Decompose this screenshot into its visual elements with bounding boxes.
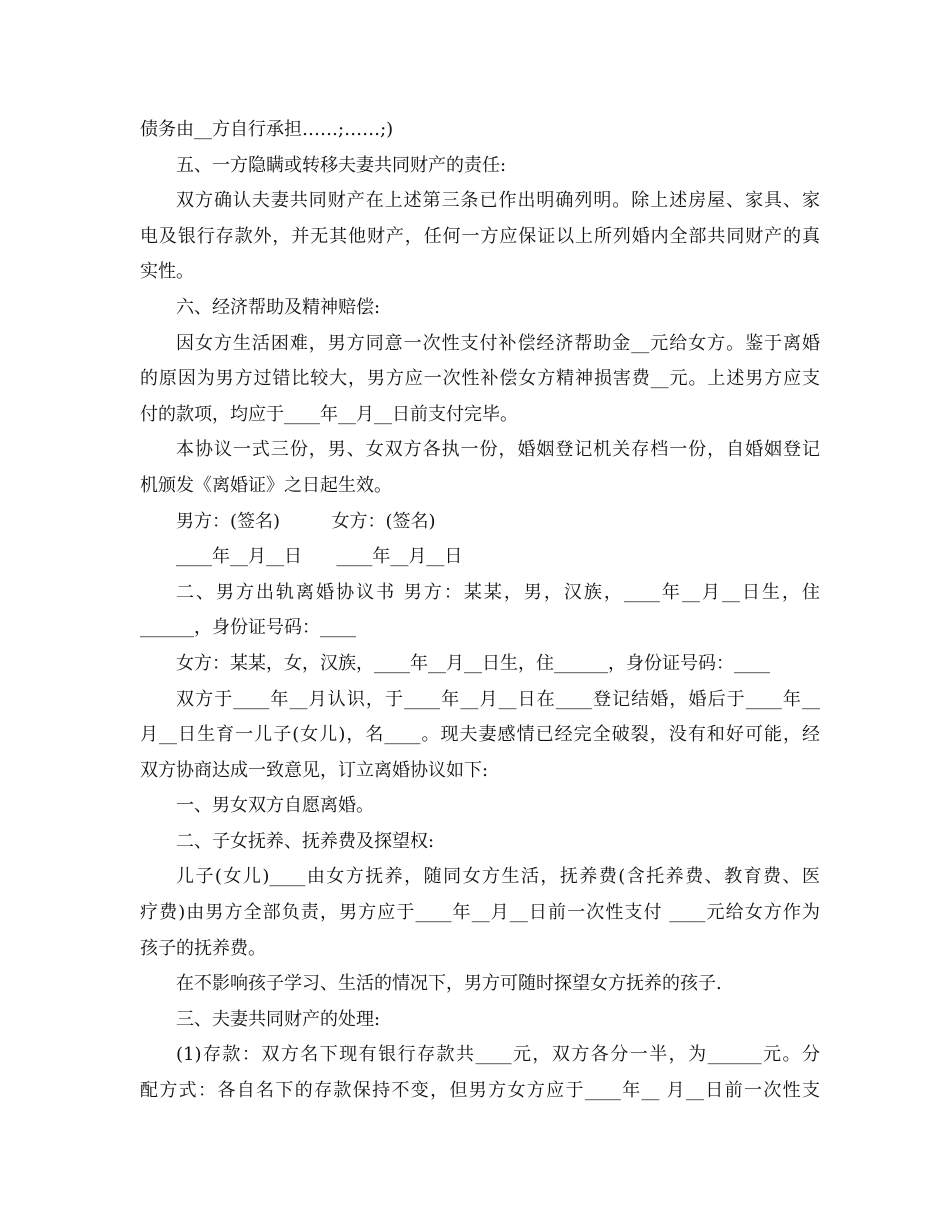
text-line: 本协议一式三份，男、女双方各执一份，婚姻登记机关存档一份，自婚姻登记 [176,439,820,461]
section-heading: 一、男女双方自愿离婚。 [176,795,374,817]
text-line: 机颁发《离婚证》之日起生效。 [140,474,392,496]
text-line: 实性。 [140,261,194,283]
text-line: 配方式：各自名下的存款保持不变，但男方女方应于____年__ 月__日前一次性支 [140,1080,820,1102]
document-body [140,112,820,1109]
text-line: 疗费)由男方全部负责，男方应于____年__月__日前一次性支付 ____元给女方作为 [140,902,820,924]
date-line: ____年__月__日 ____年__月__日 [176,546,463,568]
text-line: 因女方生活困难，男方同意一次性支付补偿经济帮助金__元给女方。鉴于离婚 [176,332,820,354]
text-line: 孩子的抚养费。 [140,937,266,959]
section-heading: 二、子女抚养、抚养费及探望权: [176,830,435,852]
text-line: 付的款项，均应于____年__月__日前支付完毕。 [140,403,518,425]
text-line: 双方确认夫妻共同财产在上述第三条已作出明确列明。除上述房屋、家具、家 [176,190,820,212]
text-line: 双方协商达成一致意见，订立离婚协议如下: [140,759,489,781]
section-heading: 三、夫妻共同财产的处理: [176,1008,381,1030]
text-line: 电及银行存款外，并无其他财产，任何一方应保证以上所列婚内全部共同财产的真 [140,225,820,247]
text-line: ______，身份证号码：____ [140,617,356,639]
text-line: 的原因为男方过错比较大，男方应一次性补偿女方精神损害费__元。上述男方应支 [140,368,820,390]
text-line: 双方于____年__月认识，于____年__月__日在____登记结婚，婚后于____年__ [176,688,820,710]
section-heading: 二、男方出轨离婚协议书 男方：某某，男，汉族，____年__月__日生，住 [176,581,820,603]
text-line: 月__日生育一儿子(女儿)，名____。现夫妻感情已经完全破裂，没有和好可能，经 [140,724,820,746]
text-line: (1)存款：双方名下现有银行存款共____元，双方各分一半，为______元。分 [176,1044,820,1066]
text-line: 在不影响孩子学习、生活的情况下，男方可随时探望女方抚养的孩子. [176,973,722,995]
text-line: 女方：某某，女，汉族，____年__月__日生，住______，身份证号码：____ [176,652,770,674]
section-heading: 六、经济帮助及精神赔偿: [176,296,381,318]
section-heading: 五、一方隐瞒或转移夫妻共同财产的责任: [176,154,507,176]
text-line: 债务由__方自行承担……;……;) [140,119,394,140]
signature-line: 男方：(签名) 女方：(签名) [176,510,436,532]
text-line: 儿子(女儿)____由女方抚养，随同女方生活，抚养费(含托养费、教育费、医 [176,866,820,888]
